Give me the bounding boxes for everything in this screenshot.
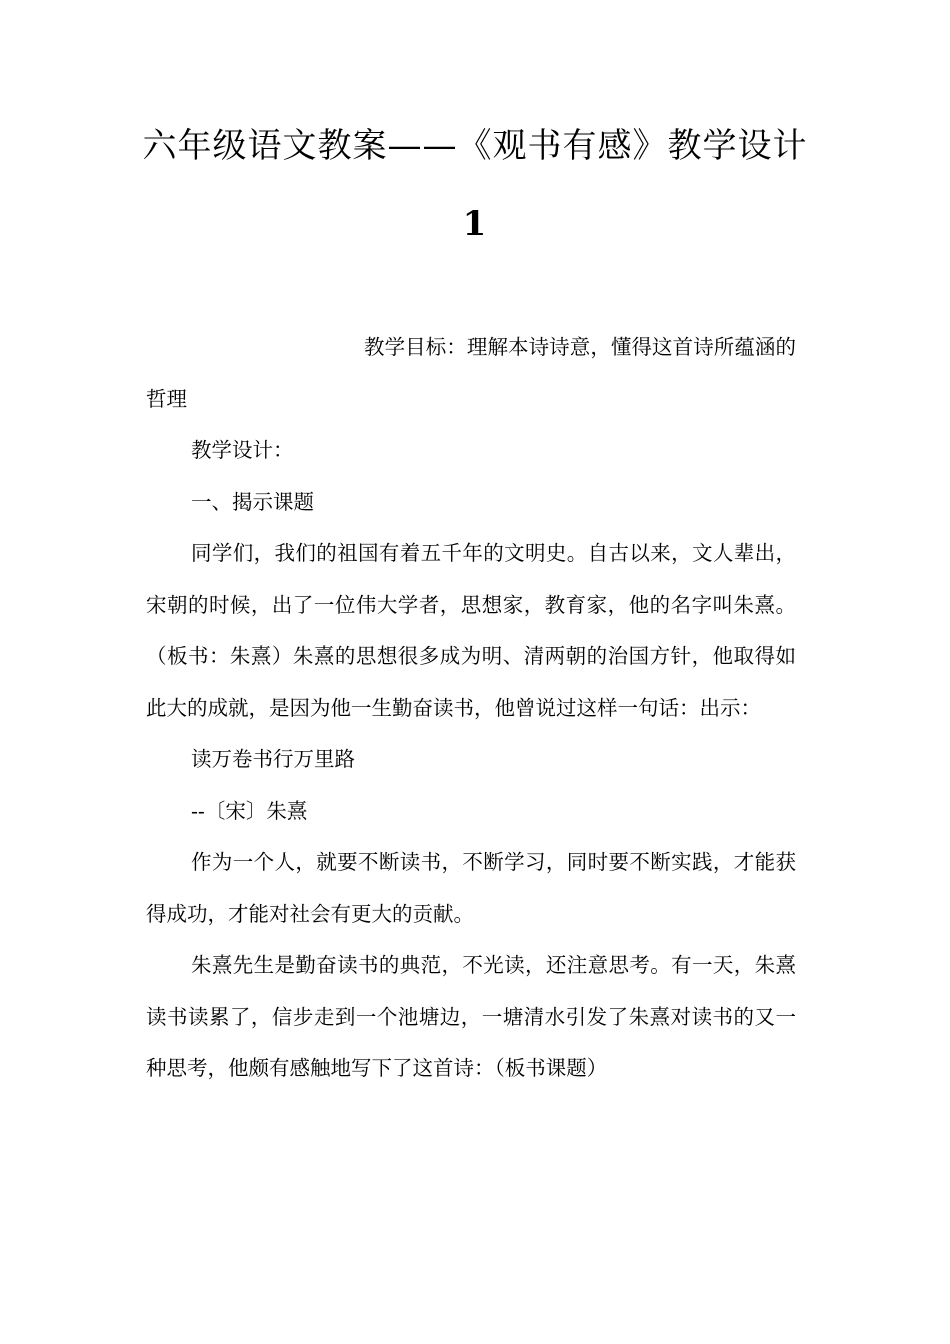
intro-paragraph: 同学们，我们的祖国有着五千年的文明史。自古以来，文人辈出，宋朝的时候，出了一位伟大学者，思想家，教育家，他的名字叫朱熹。（板书：朱熹）朱熹的思想很多成为明、清两朝的治国方针，他取得如此大的成就，是因为他一生勤奋读书，他曾说过这样一句话：出示： bbox=[146, 541, 796, 720]
practice-paragraph: 作为一个人，就要不断读书，不断学习，同时要不断实践，才能获得成功，才能对社会有更大的贡献。 bbox=[146, 850, 796, 926]
section-heading-reveal-topic: 一、揭示课题 bbox=[191, 489, 314, 514]
story-paragraph: 朱熹先生是勤奋读书的典范，不光读，还注意思考。有一天，朱熹读书读累了，信步走到一个池塘边，一塘清水引发了朱熹对读书的又一种思考，他颇有感触地写下了这首诗：（板书课题） bbox=[146, 953, 796, 1080]
quote-line: 读万卷书行万里路 bbox=[191, 747, 355, 771]
teaching-goal-paragraph: 教学目标：理解本诗诗意，懂得这首诗所蕴涵的哲理 bbox=[146, 335, 796, 411]
teaching-design-heading: 教学设计： bbox=[191, 438, 294, 462]
document-title-number: 1 bbox=[462, 204, 488, 244]
document-body bbox=[146, 322, 796, 1095]
document-title: 六年级语文教案——《观书有感》教学设计 bbox=[142, 126, 808, 166]
quote-attribution: --〔宋〕朱熹 bbox=[191, 798, 308, 823]
